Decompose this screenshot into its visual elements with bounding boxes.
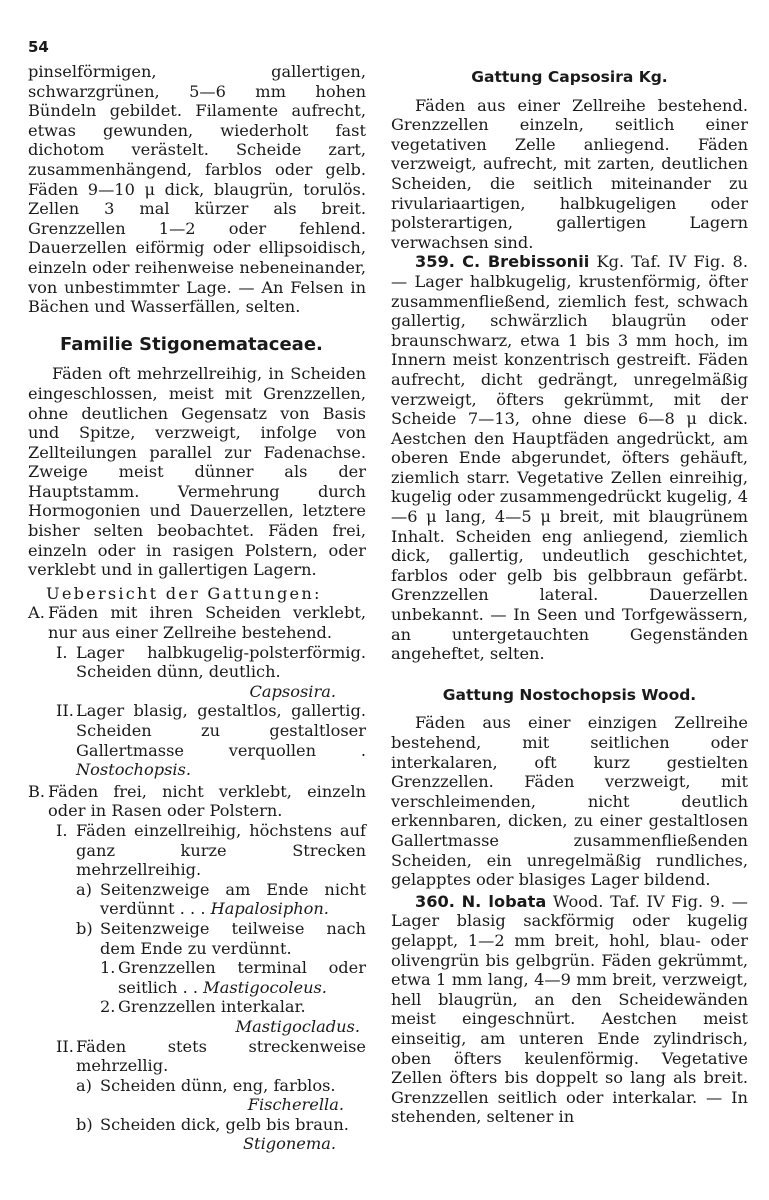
key-text [100,880,366,919]
genus-ref-mastigocoleus: Mastigocoleus. [203,977,327,997]
family-heading: Familie Stigonemataceae. [60,333,323,355]
genus-description-capsosira: Fäden aus einer Zellreihe bestehend. Grenzzellen einzeln, seitlich einer vegetativen Zelle anliegend. Fäden verzweigt, aufrecht, mit zarten, deutlichen Scheiden, die seitlich miteinander zu rivulariaartigen, halbkugeligen oder polsterartigen, gallertigen Lagern verwachsen sind. [391,95,748,252]
page-number: 54 [28,38,49,56]
key-entry-a-i [56,643,366,682]
key-dots: . . . [179,899,206,919]
key-text: Fäden mit ihren Scheiden verklebt, nur aus einer Zellreihe bestehend. [48,603,366,643]
key-label: 1. [100,958,116,978]
genus-ref-capsosira: Capsosira. [249,681,336,701]
key-entry-a [28,603,366,642]
key-entry-b-i-b [76,919,366,958]
right-column [391,62,748,1127]
key-entry-b-i [56,821,366,880]
key-label: 2. [100,997,116,1017]
key-label: b) [76,918,93,938]
genus-ref-stigonema: Stigonema. [242,1134,336,1154]
overview-title: Uebersicht der Gattungen: [46,583,322,603]
key-label: I. [56,642,68,662]
genus-ref-mastigocladus: Mastigocladus. [235,1016,360,1036]
genus-description-nostochopsis: Fäden aus einer einzigen Zellreihe bestehend, mit seitlichen oder interkalaren, oft kurz gestielten Grenzzellen. Fäden verzweigt, mit verschleimenden, nicht deutlich erkennbaren, dicken, zu einer gestaltlosen Gallertmasse zusammenfließenden Scheiden, ein unregelmäßig rundliches, gelapptes oder blasiges Lager bildend. [391,713,748,890]
key-label: A. [28,603,45,623]
key-label: II. [56,701,74,721]
key-label: II. [56,1036,74,1056]
key-text: Scheiden dick, gelb bis braun. [100,1114,349,1134]
family-description: Fäden oft mehrzellreihig, in Scheiden eingeschlossen, meist mit Grenzzellen, ohne deutlichen Gegensatz von Basis und Spitze, verzweigt, infolge von Zellteilungen parallel zur Fadenachse. Zweige meist dünner als der Hauptstamm. Vermehrung durch Hormogonien und Dauerzellen, letztere bisher selten beobachtet. Fäden frei, einzeln oder in rasigen Polstern, oder verklebt und in gallertigen Lagern. [28,364,366,580]
key-text: Lager halbkugelig-polsterförmig. Scheiden dünn, deutlich. [76,642,366,682]
key-dots: . [360,740,366,760]
key-text: Fäden stets streckenweise mehrzellig. [76,1036,366,1076]
key-text [118,958,366,997]
key-dots: . . [182,977,199,997]
genus-heading-capsosira: Gattung Capsosira Kg. [471,68,668,86]
key-entry-a-ii [56,701,366,779]
key-entry-b-i-a [76,880,366,919]
species-number: 359. [415,252,455,272]
genus-ref-hapalosiphon: Hapalosiphon. [210,899,329,919]
key-text: Fäden einzellreihig, höchstens auf ganz kurze Strecken mehrzellreihig. [76,820,366,880]
key-text: Grenzzellen interkalar. [118,997,306,1017]
species-text: Wood. Taf. IV Fig. 9. — Lager blasig sackförmig oder kugelig gelappt, 1—2 mm breit, hohl, blau- oder olivengrün bis gelbgrün. Fäden gekrümmt, etwa 1 mm lang, 4—9 mm breit, verzweigt, hell blaugrün, an den Scheidewänden meist eingeschnürt. Aestchen meist einseitig, am unteren Ende zylindrisch, oben öfters keulenförmig. Vegetative Zellen öfters bis doppelt so lang als breit. Grenzzellen seitlich oder interkalar. — In stehenden, seltener in [391,891,748,1127]
paragraph-oscillatoria-end: pinselförmigen, gallertigen, schwarzgrünen, 5—6 mm hohen Bündeln gebildet. Filamente aufrecht, etwas gewunden, wiederholt fast dichotom verästelt. Scheide zart, zusammenhängend, farblos oder gelb. Fäden 9—10 μ dick, blaugrün, torulös. Zellen 3 mal kürzer als breit. Grenzzellen 1—2 oder fehlend. Dauerzellen eiförmig oder ellipsoidisch, einzeln oder reihenweise nebeneinander, von unbestimmter Lage. — An Felsen in Bächen und Wasserfällen, selten. [28,62,366,317]
species-name: N. lobata [461,891,547,911]
species-entry-359 [391,252,748,663]
key-entry-b-i-b-1 [100,958,366,997]
genus-ref-fischerella: Fischerella. [247,1095,344,1115]
key-text-body: Grenzzellen terminal oder seitlich [118,958,366,997]
key-label: B. [28,781,46,801]
key-entry-b-ii-b [76,1115,366,1135]
key-entry-b-ii-a [76,1076,366,1096]
left-column [28,62,366,1154]
species-name: C. Brebissonii [462,252,590,272]
key-text-body: Lager blasig, gestaltlos, gallertig. Scheiden zu gestaltloser Gallertmasse verquollen [76,701,366,760]
species-number: 360. [415,891,455,911]
key-entry-b [28,782,366,821]
key-entry-b-i-b-2 [100,997,366,1017]
key-text: Seitenzweige teilweise nach dem Ende zu verdünnt. [100,918,366,958]
key-label: a) [76,1075,92,1095]
key-text: Scheiden dünn, eng, farblos. [100,1075,336,1095]
key-label: b) [76,1114,93,1134]
genus-ref-nostochopsis: Nostochopsis. [76,760,192,780]
key-text-body: Seitenzweige am Ende nicht verdünnt [100,879,366,919]
key-text [76,701,366,779]
key-text: Fäden frei, nicht verklebt, einzeln oder in Rasen oder Polstern. [48,781,366,821]
genus-heading-nostochopsis: Gattung Nostochopsis Wood. [442,685,697,704]
key-label: a) [76,879,92,899]
species-entry-360 [391,892,748,1127]
species-text: Kg. Taf. IV Fig. 8. — Lager halbkugelig, krustenförmig, öfter zusammenfließend, ziemlich fest, schwach gallertig, schwärzlich blaugrün oder braunschwarz, etwa 1 bis 3 mm hoch, im Innern meist konzentrisch gestreift. Fäden aufrecht, dicht gedrängt, unregelmäßig verzweigt, öfters gekrümmt, mit der Scheide 7—13, ohne diese 6—8 μ dick. Aestchen den Hauptfäden angedrückt, am oberen Ende abgerundet, öfters gehäuft, ziemlich starr. Vegetative Zellen einreihig, kugelig oder zusammengedrückt kugelig, 4—6 μ lang, 4—5 μ breit, mit blaugrünem Inhalt. Scheiden eng anliegend, ziemlich dick, gallertig, undeutlich geschichtet, farblos oder gelb bis gelbbraun gefärbt. Grenzzellen lateral. Dauerzellen unbekannt. — In Seen und Torfgewässern, an untergetauchten Gegenständen angeheftet, selten. [391,252,748,664]
key-entry-b-ii [56,1037,366,1076]
key-label: I. [56,820,68,840]
